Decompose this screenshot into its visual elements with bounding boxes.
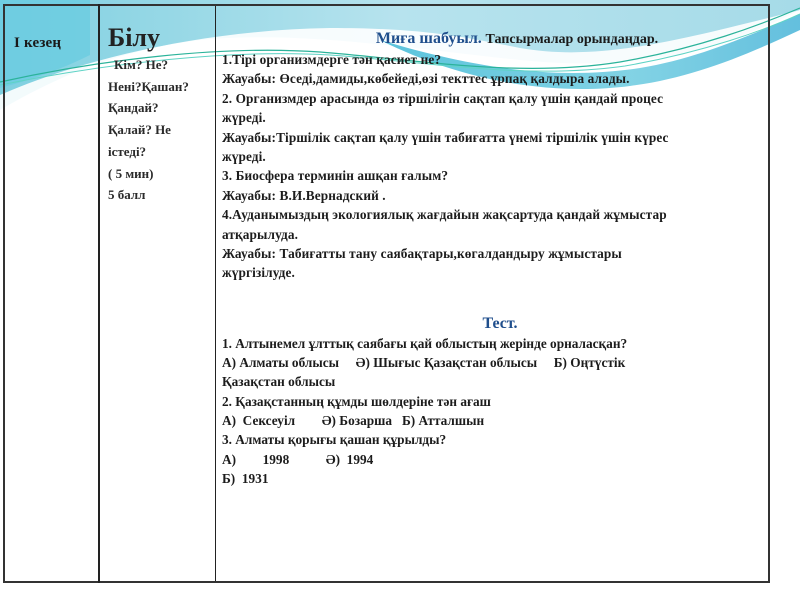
qa-line: 2. Организмдер арасында өз тіршілігін сақтап қалу үшін қандай процес (222, 90, 664, 106)
topic-line: ( 5 мин) (108, 165, 154, 181)
heading-instruction: Тапсырмалар орындаңдар. (485, 32, 659, 47)
heading-accent: Миға шабуыл. (375, 30, 482, 47)
qa-line: Жауабы:Тіршілік сақтап қалу үшін табиғатта үнемі тіршілік үшін күрес (222, 129, 669, 145)
topic-line: Кім? Не? (114, 57, 169, 72)
stage-cell (4, 5, 99, 582)
test-line: А) Сексеуіл Ә) Бозарша Б) Атталшын (222, 413, 485, 429)
qa-line: Жауабы: Табиғатты тану саябақтары,көгалдандыру жұмыстары (222, 246, 622, 262)
qa-line: жүреді. (222, 149, 266, 165)
content-cell (216, 5, 770, 582)
test-heading: Тест. (482, 314, 518, 332)
qa-line: атқарылуда. (222, 226, 298, 242)
test-line: 3. Алматы қорығы қашан құрылды? (222, 432, 447, 448)
topic-cell (99, 5, 216, 582)
test-line: А) 1998 Ә) 1994 (222, 451, 374, 467)
qa-line: 3. Биосфера терминін ашқан ғалым? (222, 168, 449, 184)
test-line: А) Алматы облысы Ә) Шығыс Қазақстан облысы Б) Оңтүстік (222, 355, 626, 371)
topic-line: істеді? (108, 143, 147, 159)
test-list (222, 334, 768, 488)
topic-title: Білу (108, 23, 160, 52)
section-heading (222, 30, 768, 49)
qa-line: жүреді. (222, 110, 266, 126)
topic-line: Қандай? (108, 100, 159, 116)
topic-line: Нені?Қашан? (108, 78, 189, 94)
qa-line: 4.Ауданымыздың экологиялық жағдайын жақсартуда қандай жұмыстар (222, 207, 667, 223)
topic-lines (100, 52, 215, 206)
qa-line: Жауабы: Өседі,дамиды,көбейеді,өзі текттес ұрпақ қалдыра алады. (222, 71, 630, 87)
qa-line: жүргізілуде. (222, 265, 295, 281)
test-line: 1. Алтынемел ұлттық саябағы қай облыстың жерінде орналасқан? (222, 335, 628, 351)
topic-line: 5 балл (108, 187, 146, 203)
test-line: Қазақстан облысы (222, 374, 336, 390)
qa-list (222, 50, 768, 283)
qa-line: Жауабы: В.И.Вернадский . (222, 187, 386, 203)
table-row (4, 5, 769, 582)
qa-line: 1.Тірі организмдерге тән қасиет не? (222, 52, 442, 67)
test-line: Б) 1931 (222, 470, 269, 486)
test-line: 2. Қазақстанның құмды шөлдеріне тән ағаш (222, 393, 491, 409)
stage-label: І кезең (14, 35, 62, 51)
topic-line: Қалай? Не (108, 122, 171, 138)
lesson-table (3, 4, 770, 583)
